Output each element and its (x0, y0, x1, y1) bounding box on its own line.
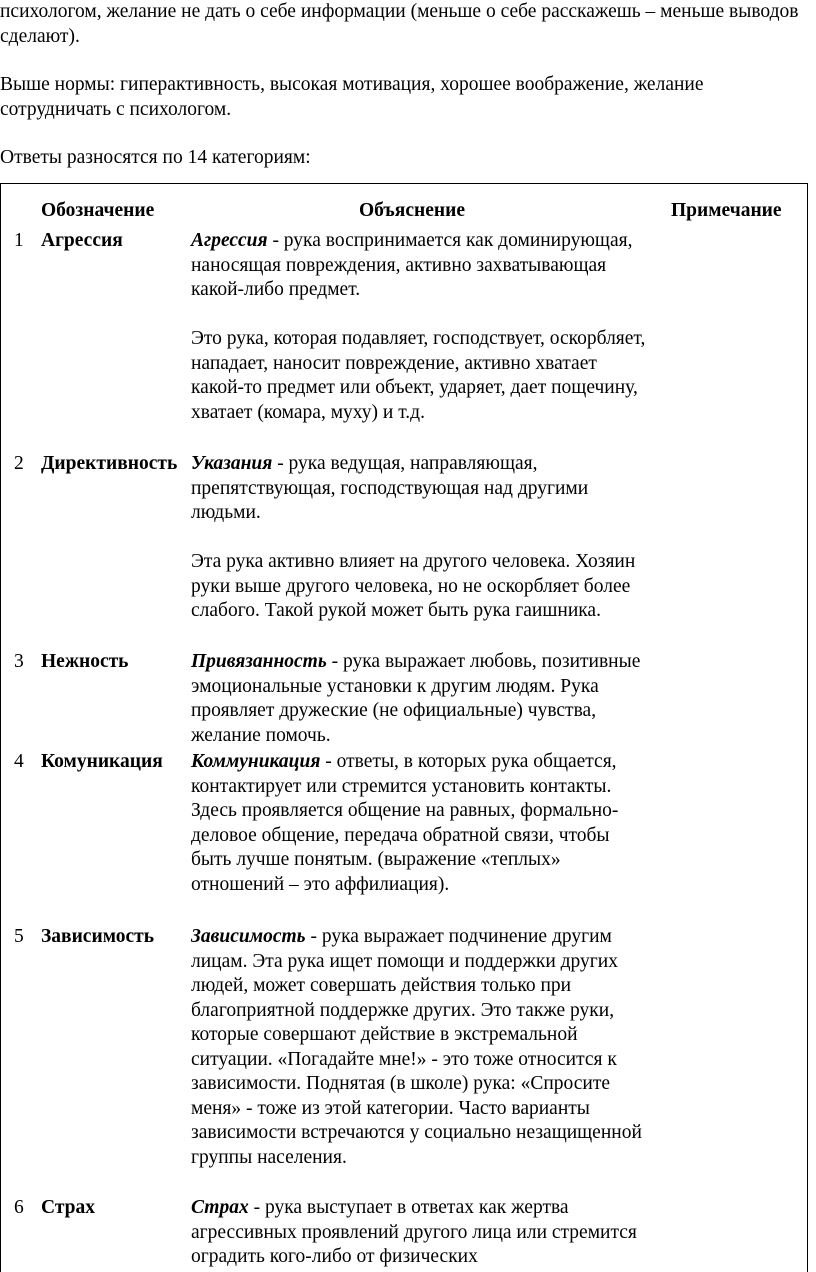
category-name: Агрессия (41, 230, 123, 251)
header-note: Примечание (671, 200, 782, 221)
explanation-text: - рука выражает любовь, позитивные эмоциональные установки к другим людям. Рука проявляет дружеские (не официальные) чувства, желание помочь. (191, 651, 641, 746)
row-number: 2 (14, 453, 24, 474)
category-name: Страх (41, 1197, 95, 1218)
category-name: Нежность (41, 651, 129, 672)
category-term: Указания (191, 453, 273, 474)
category-term: Агрессия (191, 230, 268, 251)
row-number: 5 (14, 926, 24, 947)
explanation-text: - рука ведущая, направляющая, препятствующая, господствующая над другими людьми. (191, 453, 589, 523)
explanation-text: - рука выступает в ответах как жертва агрессивных проявлений другого лица или стремится оградить кого-либо от физических (191, 1197, 637, 1267)
category-explanation (191, 925, 646, 1170)
explanation-text: - рука выражает подчинение другим лицам. Эта рука ищет помощи и поддержки других людей, может совершать действия только при благоприятной поддержке других. Это также руки, которые совершают действие в экстремальной ситуации. «Погадайте мне!» - это тоже относится к зависимости. Поднятая (в школе) рука: «Спросите меня» - тоже из этой категории. Часто варианты зависимости встречаются у социально незащищенной группы населения. (191, 926, 642, 1168)
category-explanation (191, 1196, 646, 1270)
explanation-extra: Это рука, которая подавляет, господствует, оскорбляет, нападает, наносит повреждение, активно хватает какой-то предмет или объект, ударяет, дает пощечину, хватает (комара, муху) и т.д. (191, 328, 646, 423)
category-explanation (191, 452, 646, 624)
category-term: Зависимость (191, 926, 306, 947)
intro-paragraph-1: психологом, желание не дать о себе информации (меньше о себе расскажешь – меньше выводов сделают). (0, 1, 799, 47)
header-explanation: Объяснение (359, 200, 466, 221)
explanation-text: - ответы, в которых рука общается, контактирует или стремится установить контакты. Здесь проявляется общение на равных, формально-деловое общение, передача обратной связи, чтобы быть лучше понятым. (выражение «теплых» отношений – это аффилиация). (191, 751, 619, 895)
row-number: 6 (14, 1197, 24, 1218)
category-explanation (191, 650, 646, 748)
intro-paragraph-3: Ответы разносятся по 14 категориям: (0, 147, 311, 168)
row-number: 3 (14, 651, 24, 672)
explanation-extra: Эта рука активно влияет на другого человека. Хозяин руки выше другого человека, но не оскорбляет более слабого. Такой рукой может быть рука гаишника. (191, 551, 636, 621)
category-term: Страх (191, 1197, 249, 1218)
row-number: 4 (14, 751, 24, 772)
category-explanation (191, 229, 646, 425)
category-term: Коммуникация (191, 751, 321, 772)
category-name: Директивность (41, 453, 178, 474)
intro-paragraph-2: Выше нормы: гиперактивность, высокая мотивация, хорошее воображение, желание сотрудничать с психологом. (0, 74, 704, 120)
categories-table (0, 183, 808, 1272)
explanation-text: - рука воспринимается как доминирующая, наносящая повреждения, активно захватывающая какой-либо предмет. (191, 230, 633, 300)
category-name: Комуникация (41, 751, 163, 772)
category-name: Зависимость (41, 926, 155, 947)
category-explanation (191, 750, 646, 897)
category-term: Привязанность (191, 651, 327, 672)
header-designation: Обозначение (41, 200, 155, 221)
row-number: 1 (14, 230, 24, 251)
